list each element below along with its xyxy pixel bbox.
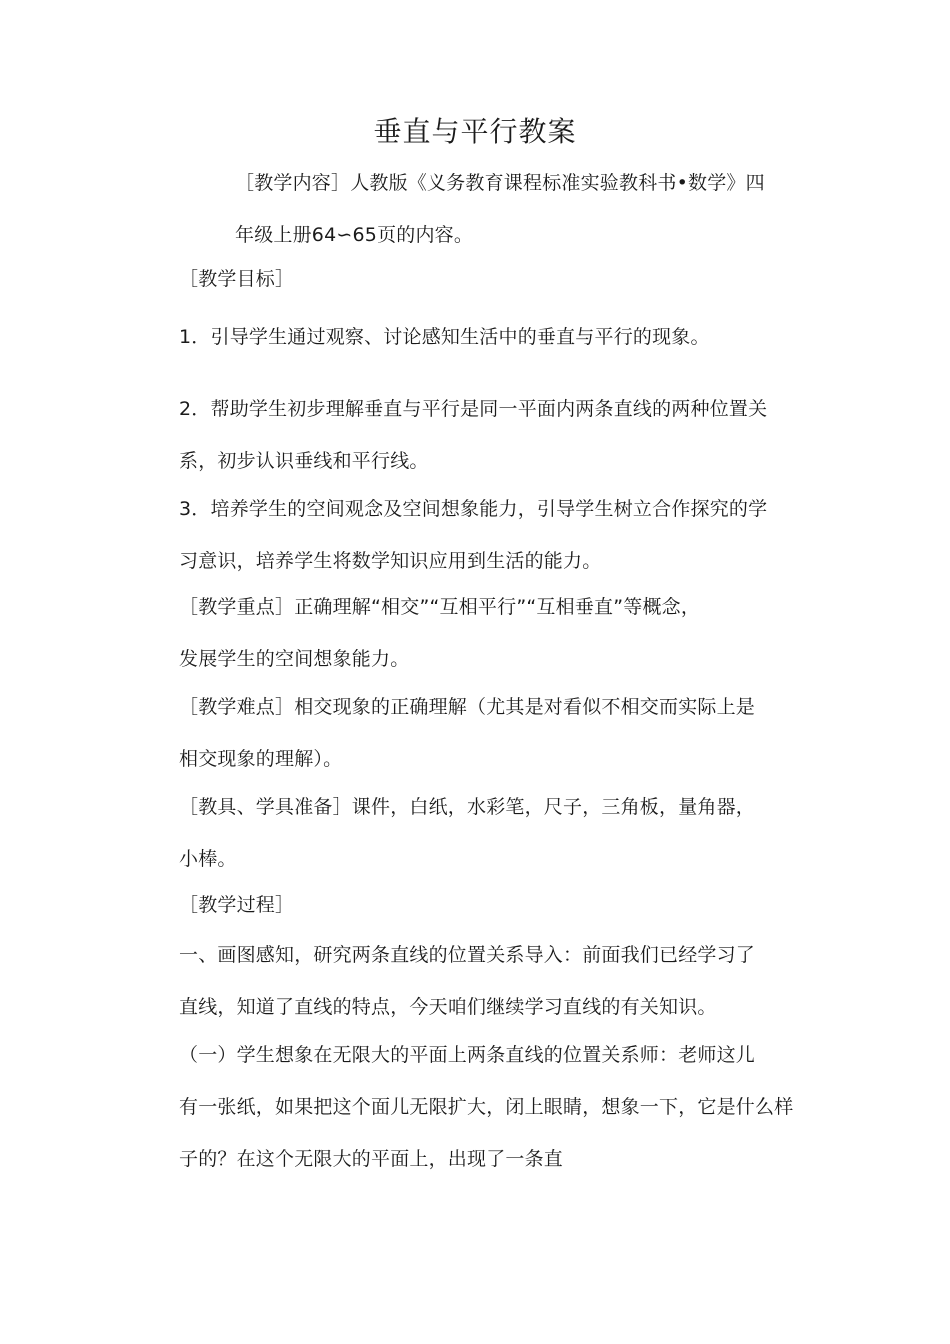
paragraph-materials bbox=[137, 781, 827, 885]
text-line: 习意识，培养学生将数学知识应用到生活的能力。 bbox=[179, 550, 602, 572]
text-line: ［教学难点］相交现象的正确理解（尤其是对看似不相交而实际上是 bbox=[179, 696, 756, 718]
text-line: ［教学内容］人教版《义务教育课程标准实验教科书•数学》四 bbox=[235, 172, 765, 194]
paragraph-objective-2 bbox=[137, 383, 827, 487]
text-line: 3．培养学生的空间观念及空间想象能力，引导学生树立合作探究的学 bbox=[179, 498, 768, 520]
paragraph-process-heading bbox=[137, 879, 827, 931]
text-line: 有一张纸，如果把这个面儿无限扩大，闭上眼睛，想象一下，它是什么样 bbox=[179, 1096, 794, 1118]
text-line: 1．引导学生通过观察、讨论感知生活中的垂直与平行的现象。 bbox=[179, 326, 710, 348]
paragraph-key-points bbox=[137, 581, 827, 685]
text-line: ［教学过程］ bbox=[179, 894, 295, 916]
paragraph-objective-1 bbox=[137, 311, 827, 363]
text-line: 发展学生的空间想象能力。 bbox=[179, 648, 410, 670]
text-line: ［教学目标］ bbox=[179, 268, 295, 290]
text-line: ［教学重点］正确理解“相交”“互相平行”“互相垂直”等概念， bbox=[179, 596, 701, 618]
text-line: 系，初步认识垂线和平行线。 bbox=[179, 450, 429, 472]
document-title: 垂直与平行教案 bbox=[373, 115, 577, 148]
paragraph-objectives-heading bbox=[137, 253, 827, 305]
text-line: 小棒。 bbox=[179, 848, 237, 870]
paragraph-teaching-content bbox=[137, 157, 827, 261]
paragraph-process-step-1 bbox=[137, 1029, 827, 1185]
paragraph-objective-3 bbox=[137, 483, 827, 587]
text-line: 子的？在这个无限大的平面上，出现了一条直 bbox=[179, 1148, 564, 1170]
paragraph-process-intro bbox=[137, 929, 827, 1033]
text-line: 直线，知道了直线的特点，今天咱们继续学习直线的有关知识。 bbox=[179, 996, 717, 1018]
paragraph-difficulties bbox=[137, 681, 827, 785]
text-line: 2．帮助学生初步理解垂直与平行是同一平面内两条直线的两种位置关 bbox=[179, 398, 768, 420]
text-line: 年级上册64∽65页的内容。 bbox=[235, 224, 474, 246]
text-line: 相交现象的理解）。 bbox=[179, 748, 343, 770]
text-line: 一、画图感知，研究两条直线的位置关系导入：前面我们已经学习了 bbox=[179, 944, 756, 966]
text-line: （一）学生想象在无限大的平面上两条直线的位置关系师：老师这儿 bbox=[179, 1044, 756, 1066]
text-line: ［教具、学具准备］课件，白纸，水彩笔，尺子，三角板，量角器， bbox=[179, 796, 756, 818]
